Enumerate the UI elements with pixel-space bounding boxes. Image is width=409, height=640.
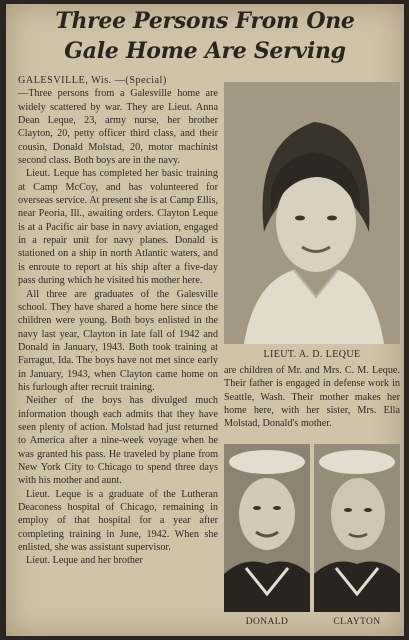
article-paragraph: Neither of the boys has divulged much information though each admits that they have seen plenty of action. Molstad had just returned to America after a nine-week voyage when he was granted his pass. He traveled by plane from New York City to Chicago to spend three days with his mother and aunt. bbox=[18, 395, 218, 487]
caption-leque: LIEUT. A. D. LEQUE bbox=[263, 349, 361, 360]
caption-clayton: CLAYTON bbox=[333, 617, 381, 627]
portrait-photo-donald bbox=[224, 444, 310, 612]
sailor-illustration bbox=[314, 444, 400, 612]
headline-line-2: Gale Home Are Serving bbox=[64, 38, 346, 64]
article-paragraph: Lieut. Leque and her brother bbox=[26, 555, 143, 567]
portrait-photo-leque bbox=[224, 82, 400, 344]
headline bbox=[6, 4, 404, 66]
article-paragraph: All three are graduates of the Galesville school. They have shared a home here since the children were young. Both boys enlisted in the navy last year, Clayton in late fall of 1942 and Donald in January, 1943. Both took training at Farragut, Ida. The boys have not met since early in January, 1943, when Clayton came home on his furlough after recruit training. bbox=[18, 288, 218, 393]
newspaper-clipping bbox=[6, 4, 404, 636]
article-right-column bbox=[224, 74, 400, 634]
article-paragraph: Lieut. Leque has completed her basic training at Camp McCoy, and has volunteered for overseas service. At present she is at Camp Ellis, near Peoria, Ill., awaiting orders. Clayton Leque is at a Pacific air base in navy aviation, engaged in a repair unit for navy planes. Donald is stationed on a ship in north Atlantic waters, and is enroute to report at his ship after a five-day pass during which he visited his mother here. bbox=[18, 168, 218, 287]
dateline: GALESVILLE, Wis. —(Special) bbox=[18, 75, 167, 86]
article-left-column bbox=[18, 74, 218, 634]
caption-donald: DONALD bbox=[245, 617, 289, 627]
portrait-illustration bbox=[224, 82, 400, 344]
portrait-photo-clayton bbox=[314, 444, 400, 612]
article-paragraph: Lieut. Leque is a graduate of the Lutheran Deaconess hospital of Chicago, remaining in employ of that hospital for a year after completing training in June, 1942. When she enlisted, she was assistant supervisor. bbox=[18, 488, 218, 554]
article-paragraph bbox=[18, 74, 218, 167]
sailor-illustration bbox=[224, 444, 310, 612]
headline-line-1: Three Persons From One bbox=[55, 8, 355, 34]
article-continued: are children of Mr. and Mrs. C. M. Leque. Their father is engaged in defense work in Seattle, Wash. Their mother makes her home here, with her sister, Mrs. Ella Molstad, Donald's mother. bbox=[224, 365, 400, 430]
paragraph-text: —Three persons from a Galesville home are widely scattered by war. They are Lieut. Anna Dean Leque, 23, army nurse, her brother Clayton, 20, petty officer third class, and their cousin, Donald Molstad, 20, motor machinist second class. Both boys are in the navy. bbox=[18, 88, 218, 167]
